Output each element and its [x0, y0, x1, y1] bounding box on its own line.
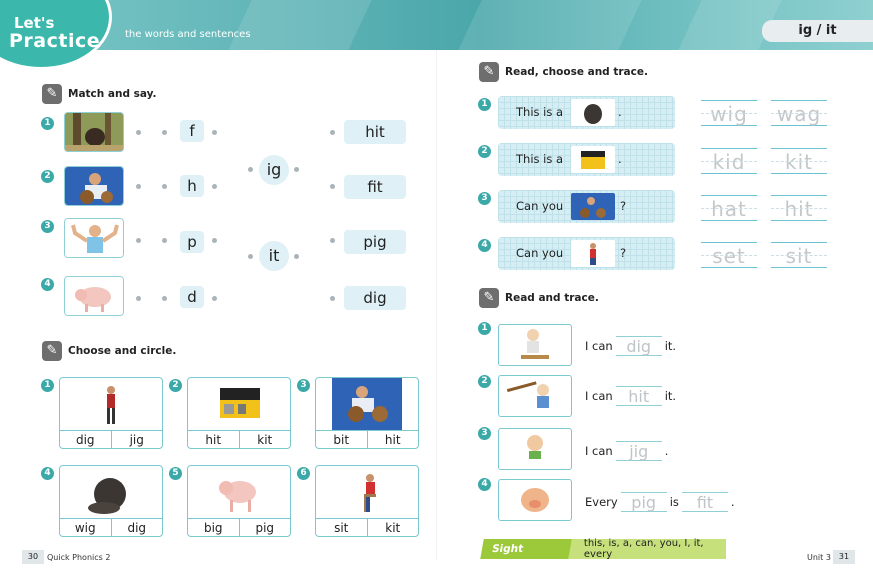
rime-circle: it — [259, 241, 289, 271]
match-dot[interactable] — [294, 167, 299, 172]
rt-picture-dancing — [498, 428, 572, 470]
choose-number: 4 — [41, 467, 54, 480]
unit-tag: ig / it — [762, 20, 873, 42]
rct-sentence-box — [498, 237, 675, 270]
rct-sentence-box — [498, 190, 675, 223]
rt-post-text: . — [730, 495, 735, 509]
letter-tile: p — [180, 231, 204, 253]
match-dot[interactable] — [136, 238, 141, 243]
letter-tile: h — [180, 175, 204, 197]
choice-option[interactable]: sit — [316, 519, 368, 536]
rct-sentence-end: . — [618, 152, 622, 166]
rt-number: 3 — [478, 427, 491, 440]
rt-title-text: Read and trace. — [505, 292, 599, 304]
rct-picture-wig — [571, 99, 615, 126]
letter-tile: d — [180, 286, 204, 308]
rt-number: 4 — [478, 478, 491, 491]
photo-boy-bowling — [64, 166, 124, 206]
choice-box — [187, 377, 291, 449]
rct-title-text: Read, choose and trace. — [505, 66, 648, 78]
choice-option[interactable]: pig — [255, 521, 275, 535]
rt-picture-pig-face — [498, 479, 572, 521]
choice-box — [59, 465, 163, 537]
match-dot[interactable] — [212, 238, 217, 243]
choose-number: 2 — [169, 379, 182, 392]
choice-option[interactable]: kit — [257, 433, 273, 447]
match-dot[interactable] — [136, 184, 141, 189]
choice-picture — [316, 378, 418, 430]
choice-option[interactable]: jig — [129, 433, 144, 447]
rct-picture-bowling — [571, 193, 615, 220]
choice-box — [315, 465, 419, 537]
rt-number: 1 — [478, 322, 491, 335]
trace-word[interactable]: wig — [701, 100, 757, 126]
trace-word[interactable]: hit — [771, 195, 827, 221]
choice-option[interactable]: hit — [384, 433, 401, 447]
match-dot[interactable] — [162, 238, 167, 243]
choice-option[interactable]: kit — [385, 521, 401, 535]
choose-title-text: Choose and circle. — [68, 345, 177, 357]
match-dot[interactable] — [162, 296, 167, 301]
choice-picture — [188, 378, 290, 430]
word-tile: dig — [344, 286, 406, 310]
page-number-left: 30 — [22, 550, 44, 564]
page-spine — [436, 50, 437, 560]
header-subtitle: the words and sentences — [125, 29, 251, 40]
pencil-icon: ✎ — [42, 341, 62, 361]
rt-sentence — [585, 492, 735, 512]
choice-picture — [60, 466, 162, 518]
match-dot[interactable] — [330, 296, 335, 301]
choice-picture — [60, 378, 162, 430]
rt-post-text: it. — [664, 389, 677, 403]
trace-word[interactable]: sit — [771, 242, 827, 268]
rct-sentence-end: . — [618, 105, 622, 119]
rct-number: 2 — [478, 145, 491, 158]
match-dot[interactable] — [212, 296, 217, 301]
rct-picture-kit — [571, 146, 615, 173]
choice-option[interactable]: bit — [316, 431, 368, 448]
trace-word[interactable]: hat — [701, 195, 757, 221]
letter-tile: f — [180, 120, 204, 142]
header-banner — [0, 0, 873, 50]
pencil-icon: ✎ — [479, 62, 499, 82]
photo-wig-tree — [64, 112, 124, 152]
rct-number: 3 — [478, 192, 491, 205]
match-dot[interactable] — [212, 130, 217, 135]
page-number-right: 31 — [833, 550, 855, 564]
choice-box — [315, 377, 419, 449]
match-dot[interactable] — [248, 254, 253, 259]
rt-mid-text: is — [669, 495, 679, 509]
rct-section-title — [479, 62, 648, 82]
choose-number: 3 — [297, 379, 310, 392]
match-dot[interactable] — [162, 130, 167, 135]
rct-sentence-text: This is a — [516, 152, 564, 166]
rt-trace-word[interactable]: dig — [616, 336, 662, 356]
choose-number: 6 — [297, 467, 310, 480]
choice-option[interactable]: dig — [60, 431, 112, 448]
pencil-icon: ✎ — [479, 288, 499, 308]
rct-picture-sit — [571, 240, 615, 267]
choice-option[interactable]: hit — [188, 431, 240, 448]
rct-sentence-box — [498, 96, 675, 129]
match-number: 2 — [41, 170, 54, 183]
logo-line1: Let's — [14, 14, 55, 32]
choice-box — [187, 465, 291, 537]
trace-word[interactable]: kit — [771, 148, 827, 174]
rt-trace-word[interactable]: pig — [621, 492, 667, 512]
logo-line2: Practice — [9, 30, 101, 52]
match-dot[interactable] — [330, 238, 335, 243]
rct-sentence-end: ? — [620, 199, 627, 213]
choice-option[interactable]: big — [188, 519, 240, 536]
choice-picture — [188, 466, 290, 518]
match-title-text: Match and say. — [68, 88, 157, 100]
book-title: Quick Phonics 2 — [47, 553, 111, 562]
rt-trace-word[interactable]: fit — [682, 492, 728, 512]
sight-words-bar — [486, 538, 726, 575]
rt-picture-batting — [498, 375, 572, 417]
unit-label: Unit 3 — [807, 553, 831, 562]
rct-sentence-text: Can you — [516, 246, 564, 260]
rt-picture-digging — [498, 324, 572, 366]
rt-post-text: it. — [664, 339, 677, 353]
rct-sentence-text: Can you — [516, 199, 564, 213]
sight-words-label: Sight Words — [480, 539, 571, 559]
trace-word[interactable]: wag — [771, 100, 827, 126]
match-dot[interactable] — [136, 296, 141, 301]
match-dot[interactable] — [330, 130, 335, 135]
match-dot[interactable] — [212, 184, 217, 189]
rct-number: 1 — [478, 98, 491, 111]
rct-sentence-end: ? — [620, 246, 627, 260]
photo-pig — [64, 276, 124, 316]
rt-pre-text: I can — [585, 339, 613, 353]
rt-trace-word[interactable]: jig — [616, 441, 662, 461]
rct-sentence-text: This is a — [516, 105, 564, 119]
match-number: 3 — [41, 220, 54, 233]
match-dot[interactable] — [294, 254, 299, 259]
match-number: 4 — [41, 278, 54, 291]
photo-boy-flexing — [64, 218, 124, 258]
match-dot[interactable] — [248, 167, 253, 172]
match-dot[interactable] — [136, 130, 141, 135]
choose-section-title — [42, 341, 176, 361]
rt-section-title — [479, 288, 599, 308]
rt-pre-text: I can — [585, 444, 613, 458]
rt-sentence — [585, 441, 668, 461]
rt-number: 2 — [478, 375, 491, 388]
match-dot[interactable] — [162, 184, 167, 189]
rt-pre-text: I can — [585, 389, 613, 403]
trace-word[interactable]: set — [701, 242, 757, 268]
word-tile: fit — [344, 175, 406, 199]
choose-number: 5 — [169, 467, 182, 480]
rt-trace-word[interactable]: hit — [616, 386, 662, 406]
word-tile: pig — [344, 230, 406, 254]
trace-word[interactable]: kid — [701, 148, 757, 174]
match-section-title — [42, 84, 157, 104]
pencil-icon: ✎ — [42, 84, 62, 104]
rt-sentence — [585, 336, 676, 356]
word-tile: hit — [344, 120, 406, 144]
rt-post-text: . — [664, 444, 669, 458]
choice-picture — [316, 466, 418, 518]
match-number: 1 — [41, 117, 54, 130]
rime-circle: ig — [259, 155, 289, 185]
rct-sentence-box — [498, 143, 675, 176]
rt-pre-text: Every — [585, 495, 618, 509]
choose-number: 1 — [41, 379, 54, 392]
choice-option[interactable]: wig — [60, 519, 112, 536]
choice-box — [59, 377, 163, 449]
choice-option[interactable]: dig — [127, 521, 147, 535]
rct-number: 4 — [478, 239, 491, 252]
sight-words-list: this, is, a, can, you, I, it, every — [583, 538, 704, 560]
rt-sentence — [585, 386, 676, 406]
match-dot[interactable] — [330, 184, 335, 189]
